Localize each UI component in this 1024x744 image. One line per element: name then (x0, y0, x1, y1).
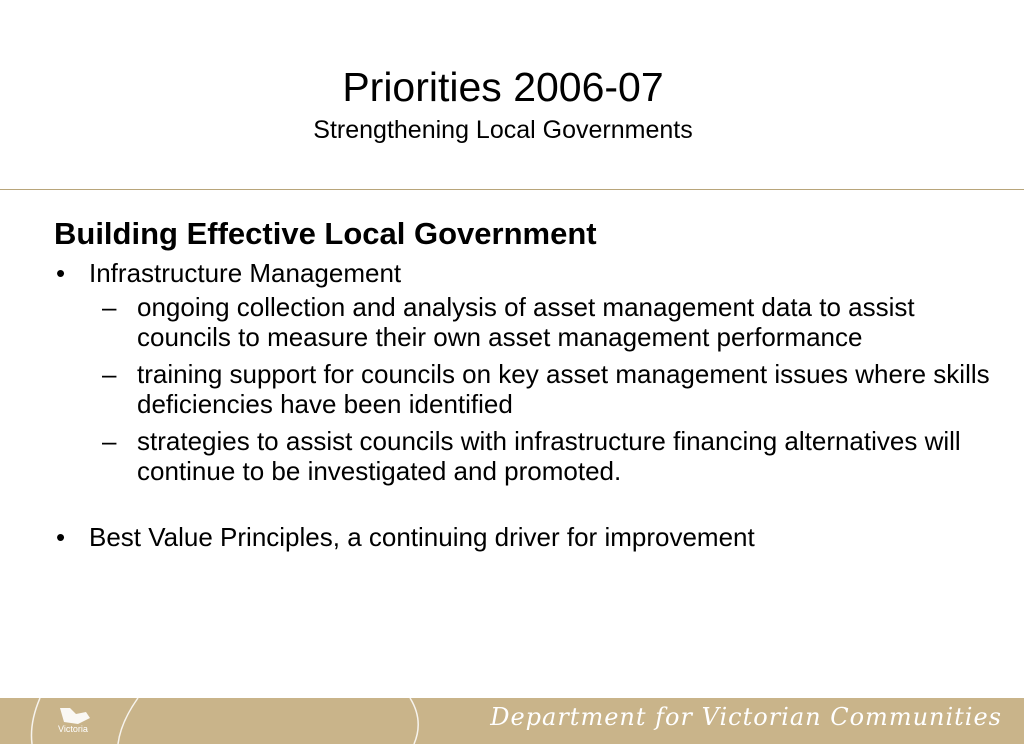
bullet-item (54, 258, 994, 288)
slide-title: Priorities 2006-07 (342, 64, 664, 110)
sub-bullet-item (54, 359, 994, 419)
dash-marker: – (102, 359, 117, 389)
section-heading: Building Effective Local Government (54, 216, 597, 251)
dash-marker: – (102, 292, 117, 322)
bullet-text: Infrastructure Management (89, 258, 402, 288)
sub-bullet-item (54, 292, 994, 352)
slide-content (54, 214, 994, 552)
dash-marker: – (102, 426, 117, 456)
bullet-text: Best Value Principles, a continuing driver for improvement (89, 522, 755, 552)
sub-bullet-text: strategies to assist councils with infrastructure financing alternatives will continue to be investigated and promoted. (137, 426, 961, 486)
bullet-marker: • (56, 522, 66, 552)
title-block (0, 62, 1006, 145)
sub-bullet-text: training support for councils on key asset management issues where skills deficiencies have been identified (137, 359, 990, 419)
bullet-marker: • (56, 258, 66, 288)
title-divider (0, 189, 1024, 190)
logo-text: Victoria (58, 724, 88, 734)
sub-bullet-text: ongoing collection and analysis of asset management data to assist councils to measure their own asset management performance (137, 292, 915, 352)
sub-bullet-list (54, 292, 994, 486)
bullet-item (54, 522, 994, 552)
sub-bullet-item (54, 426, 994, 486)
victoria-state-logo-icon (56, 706, 94, 742)
footer-bar (0, 698, 1024, 744)
department-name: Department for Victorian Communities (490, 703, 1002, 731)
slide-subtitle: Strengthening Local Governments (313, 116, 693, 144)
